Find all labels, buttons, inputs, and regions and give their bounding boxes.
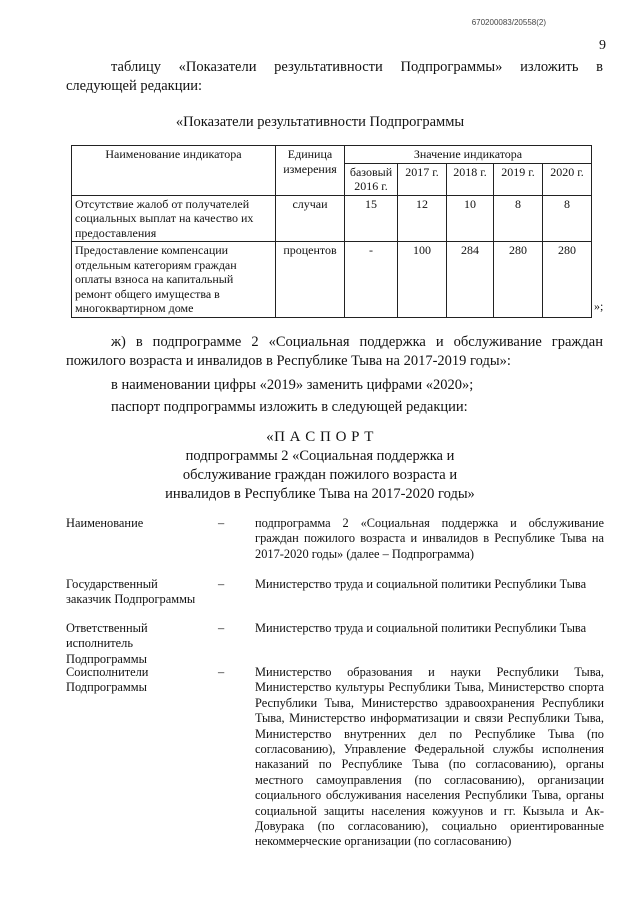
passport-label: Государственный заказчик Подпрограммы <box>66 577 196 607</box>
indicator-name: Предоставление компенсации отдельным категориям граждан оплаты взноса на капитальный ремонт общего имущества в многоквартирном доме <box>72 242 276 318</box>
intro-paragraph: таблицу «Показатели результативности Подпрограммы» изложить в следующей редакции: <box>66 59 603 94</box>
passport-label: Наименование <box>66 516 144 530</box>
page-number: 9 <box>599 38 606 53</box>
name-change-paragraph: в наименовании цифры «2019» заменить цифрами «2020»; <box>111 377 474 393</box>
table-closing-quote: »; <box>594 299 604 313</box>
year-header: 2020 г. <box>543 163 592 195</box>
document-code: 670200083/20558(2) <box>471 18 546 27</box>
indicator-value: 15 <box>345 195 398 242</box>
indicators-table <box>71 145 592 318</box>
passport-dash: – <box>218 665 225 679</box>
year-header: 2019 г. <box>494 163 543 195</box>
passport-label: Соисполнители Подпрограммы <box>66 665 149 695</box>
column-header-value: Значение индикатора <box>345 146 592 164</box>
indicator-value: 284 <box>447 242 494 318</box>
subprogram-2-paragraph: ж) в подпрограмме 2 «Социальная поддержка и обслуживание граждан пожилого возраста и инвалидов в Республике Тыва на 2017-2019 годы»: <box>66 334 603 369</box>
indicator-name: Отсутствие жалоб от получателей социальных выплат на качество их предоставления <box>72 195 276 242</box>
indicator-value: 280 <box>543 242 592 318</box>
indicator-value: 12 <box>398 195 447 242</box>
passport-subtitle-line: инвалидов в Республике Тыва на 2017-2020 годы» <box>165 486 475 502</box>
year-header: 2017 г. <box>398 163 447 195</box>
indicator-unit: случаи <box>276 195 345 242</box>
indicator-value: 8 <box>543 195 592 242</box>
passport-intro-paragraph: паспорт подпрограммы изложить в следующей редакции: <box>111 399 468 415</box>
passport-value: Министерство труда и социальной политики Республики Тыва <box>255 577 587 591</box>
year-header: 2018 г. <box>447 163 494 195</box>
indicator-unit: процентов <box>276 242 345 318</box>
indicator-value: - <box>345 242 398 318</box>
passport-dash: – <box>218 621 225 635</box>
passport-dash: – <box>218 516 225 530</box>
year-header: базовый 2016 г. <box>345 163 398 195</box>
indicator-value: 280 <box>494 242 543 318</box>
passport-subtitle-line: обслуживание граждан пожилого возраста и <box>182 467 458 483</box>
table-title: «Показатели результативности Подпрограммы <box>175 114 465 130</box>
indicator-value: 8 <box>494 195 543 242</box>
passport-value: подпрограмма 2 «Социальная поддержка и обслуживание граждан пожилого возраста и инвалидов в Республике Тыва на 2017-2020 годы» (далее – Подпрограмма) <box>255 516 604 561</box>
passport-label: Ответственный исполнитель Подпрограммы <box>66 621 148 666</box>
column-header-unit: Единица измерения <box>276 146 345 196</box>
indicator-value: 100 <box>398 242 447 318</box>
table-row <box>72 195 592 242</box>
passport-title: «П А С П О Р Т <box>266 429 374 445</box>
passport-value: Министерство труда и социальной политики Республики Тыва <box>255 621 587 635</box>
column-header-name: Наименование индикатора <box>72 146 276 196</box>
indicator-value: 10 <box>447 195 494 242</box>
passport-subtitle-line: подпрограммы 2 «Социальная поддержка и <box>185 448 455 464</box>
passport-value: Министерство образования и науки Республики Тыва, Министерство культуры Республики Тыва, Министерство спорта Республики Тыва, Министерство здравоохранения Республики Тыва, Министерство информатизации и связи Республики Тыва, Министерство внутренних дел по Республике Тыва (по согласованию), Управление Федеральной службы исполнения наказаний по Республике Тыва (по согласованию), органы местного самоуправления (по согласованию), организации социального обслуживания населения Республики Тыва, органы социальной защиты населения кожуунов и гг. Кызыла и Ак-Довурака (по согласованию), социально ориентированные некоммерческие организации (по согласованию) <box>255 665 604 849</box>
table-row <box>72 242 592 318</box>
passport-dash: – <box>218 577 225 591</box>
